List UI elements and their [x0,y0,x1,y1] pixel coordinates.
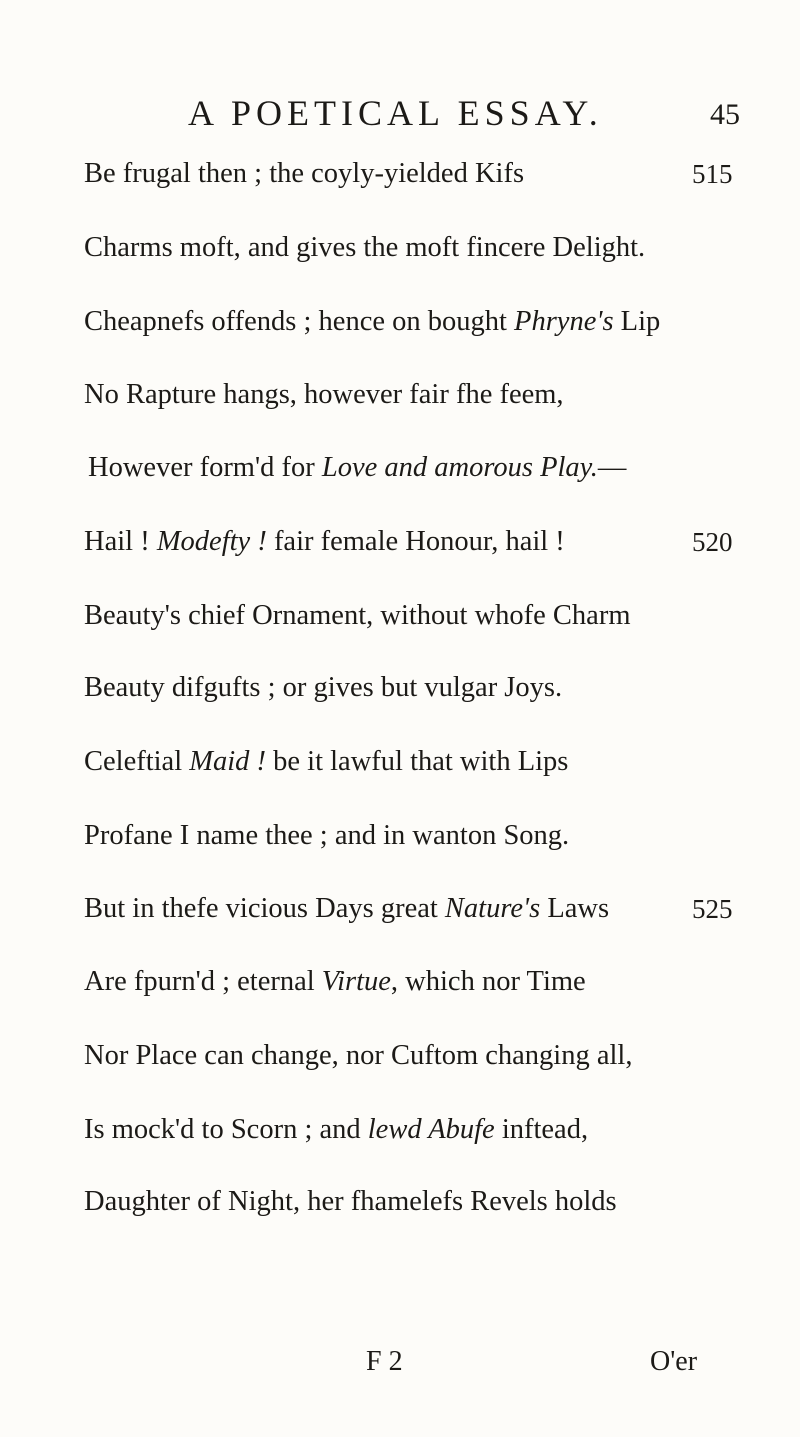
text-run: , which nor Time [390,966,586,997]
running-head [0,92,800,132]
text-run: be it lawful that with Lips [266,746,569,777]
verse-line [0,375,800,415]
signature-mark: F 2 [366,1346,403,1377]
italic-phrase: Love and amorous Play. [321,452,598,483]
line-number: 515 [692,159,733,189]
text-run: Beauty's chief Ornament, without whofe Charm [84,600,631,631]
italic-phrase: Phryne's [514,306,614,337]
verse-line [0,668,800,708]
verse-line-text [84,228,645,268]
verse-line [0,1110,800,1150]
verse-line-text [84,742,568,782]
verse-line [0,522,800,562]
verse-line [0,1182,800,1222]
text-run: Charms moft, and gives the moft fincere Delight. [84,232,646,263]
text-run: inftead, [494,1114,589,1145]
verse-line-text [84,816,569,856]
verse-line-text [84,154,524,194]
verse-line-text [84,375,564,415]
verse-line-text [84,1182,617,1222]
text-run: fair female Honour, hail ! [266,526,565,557]
text-run: Are fpurn'd ; eternal [84,966,322,997]
verse-line-text [84,1110,588,1150]
verse-line-text [84,668,562,708]
line-number: 520 [692,527,733,557]
text-run: But in thefe vicious Days great [84,893,445,924]
running-title: A POETICAL ESSAY. [188,93,603,133]
text-run: — [597,452,627,483]
verse-line [0,889,800,929]
verse-line [0,154,800,194]
text-run: Lip [613,306,661,337]
catchword: O'er [650,1346,698,1377]
verse-line [0,302,800,342]
verse-line [0,228,800,268]
verse-line-text [84,302,660,342]
text-run: Beauty difgufts ; or gives but vulgar Joys. [84,672,563,703]
line-number: 525 [692,894,733,924]
verse-line [0,962,800,1002]
text-run: Laws [540,893,610,924]
italic-phrase: Virtue [321,966,391,997]
text-run: Nor Place can change, nor Cuftom changing all, [84,1040,633,1071]
text-run: Profane I name thee ; and in wanton Song. [84,820,570,851]
text-run: Be frugal then ; the coyly-yielded Kifs [84,158,525,189]
verse-line [0,448,800,488]
verse-line [0,742,800,782]
text-run: Is mock'd to Scorn ; and [84,1114,368,1145]
verse-line-text [84,522,565,562]
text-run: Celeftial [84,746,190,777]
page-number: 45 [710,98,740,131]
italic-phrase: lewd Abufe [367,1114,495,1145]
verse-line [0,816,800,856]
verse-line-text [84,962,586,1002]
text-run: Cheapnefs offends ; hence on bought [84,306,515,337]
italic-phrase: Modefty ! [156,526,267,557]
text-run: However form'd for [88,452,322,483]
page-footer [0,1342,800,1382]
text-run: Daughter of Night, her fhamelefs Revels holds [84,1186,617,1217]
verse-line [0,596,800,636]
verse-line-text [88,448,626,488]
text-run: Hail ! [84,526,157,557]
text-run: No Rapture hangs, however fair fhe feem, [84,379,564,410]
verse-line-text [84,889,609,929]
italic-phrase: Nature's [444,893,541,924]
verse-line-text [84,1036,632,1076]
italic-phrase: Maid ! [189,746,267,777]
verse-line-text [84,596,631,636]
verse-line [0,1036,800,1076]
